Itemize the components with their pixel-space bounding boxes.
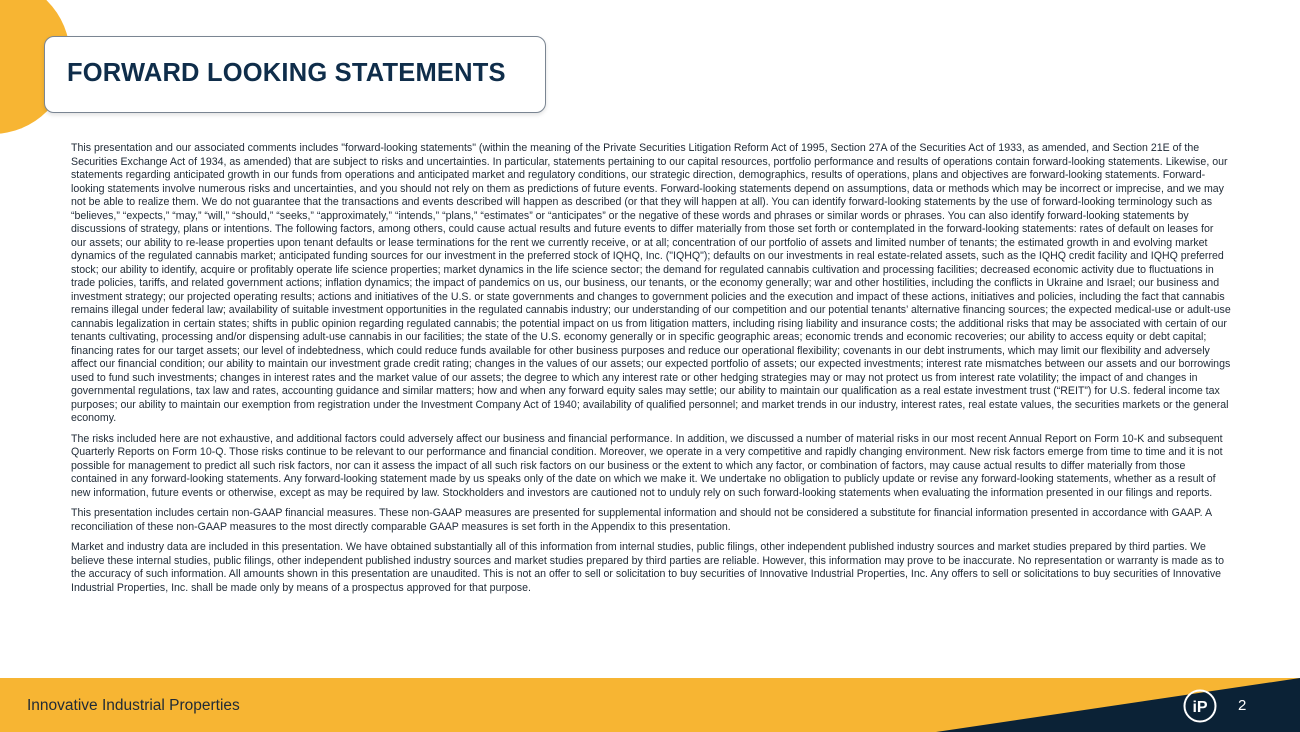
- title-box: [44, 36, 546, 113]
- paragraph-risks: The risks included here are not exhaustive, and additional factors could adversely affect our business and financial performance. In addition, we discussed a number of material risks in our most recent Annual Report on Form 10-K and subsequent Quarterly Reports on Form 10-Q. Those risks continue to be relevant to our performance and financial condition. Moreover, we operate in a very competitive and rapidly changing environment. New risk factors emerge from time to time and it is not possible for management to predict all such risk factors, nor can it assess the impact of all such risk factors on our business or the extent to which any factor, or combination of factors, may cause actual results to differ materially from those contained in any forward-looking statements. Any forward-looking statement made by us speaks only of the date on which we make it. We undertake no obligation to publicly update or revise any forward-looking statements, whether as a result of new information, future events or otherwise, except as may be required by law. Stockholders and investors are cautioned not to unduly rely on such forward-looking statements when evaluating the information presented in our filings and reports.: [71, 432, 1223, 499]
- disclaimer-text: [71, 142, 1231, 602]
- footer-company-name: Innovative Industrial Properties: [27, 697, 240, 714]
- paragraph-market-data: Market and industry data are included in this presentation. We have obtained substantially all of this information from internal studies, public filings, other independent published industry sources and market studies prepared by third parties. We believe these internal studies, public filings, other independent published industry sources and market studies prepared by third parties are reliable. However, this information may prove to be inaccurate. No representation or warranty is made as to the accuracy of such information. All amounts shown in this presentation are unaudited. This is not an offer to sell or solicitation to buy securities of Innovative Industrial Properties, Inc. Any offers to sell or solicitations to buy securities of Innovative Industrial Properties, Inc. shall be made only by means of a prospectus approved for that purpose.: [71, 541, 1224, 594]
- page-number: 2: [1238, 697, 1247, 714]
- page-title: FORWARD LOOKING STATEMENTS: [67, 59, 506, 87]
- logo-text: iP: [1192, 699, 1208, 716]
- paragraph-forward-looking: This presentation and our associated comments includes "forward-looking statements" (within the meaning of the Private Securities Litigation Reform Act of 1995, Section 27A of the Securities Act of 1933, as amended, and Section 21E of the Securities Exchange Act of 1934, as amended) that are subject to risks and uncertainties. In particular, statements pertaining to our capital resources, portfolio performance and results of operations contain forward-looking statements. Likewise, our statements regarding anticipated growth in our funds from operations and anticipated market and regulatory conditions, our strategic direction, demographics, results of operations, plans and objectives are forward-looking statements. Forward-looking statements involve numerous risks and uncertainties, and you should not rely on them as predictions of future events. Forward-looking statements depend on assumptions, data or methods which may be incorrect or imprecise, and we may not be able to realize them. We do not guarantee that the transactions and events described will happen as described (or that they will happen at all). You can identify forward-looking statements by the use of forward-looking terminology such as “believes,” “expects,” “may,” “will,” “should,” “seeks,” “approximately,” “intends,” “plans,” “estimates” or “anticipates” or the negative of these words and phrases or similar words or phrases. You can also identify forward-looking statements by discussions of strategy, plans or intentions. The following factors, among others, could cause actual results and future events to differ materially from those set forth or contemplated in the forward-looking statements: rates of default on leases for our assets; our ability to re-lease properties upon tenant defaults or lease terminations for the rent we currently receive, or at all; concentration of our portfolio of assets and limited number of tenants; the estimated growth in and evolving market dynamics of the regulated cannabis market; anticipated funding sources for our investment in the preferred stock of IQHQ, Inc. ("IQHQ"); defaults on our investments in real estate-related assets, such as the IQHQ credit facility and IQHQ preferred stock; our ability to identify, acquire or profitably operate life science properties; market dynamics in the life science sector; the demand for regulated cannabis cultivation and processing facilities; decreased economic activity due to fluctuations in trade policies, tariffs, and related government actions; inflation dynamics; the impact of pandemics on us, our business, our tenants, or the economy generally; war and other hostilities, including the conflicts in Ukraine and Israel; our business and investment strategy; our projected operating results; actions and initiatives of the U.S. or state governments and changes to government policies and the execution and impact of these actions, initiatives and policies, including the fact that cannabis remains illegal under federal law; availability of suitable investment opportunities in the regulated cannabis industry; our understanding of our competition and our potential tenants’ alternative financing sources; the expected medical-use or adult-use cannabis legalization in certain states; shifts in public opinion regarding regulated cannabis; the potential impact on us from litigation matters, including rising liability and insurance costs; the additional risks that may be associated with certain of our tenants cultivating, processing and/or dispensing adult-use cannabis in our facilities; the state of the U.S. economy generally or in specific geographic areas; economic trends and economic recoveries; our ability to access equity or debt capital; financing rates for our target assets; our level of indebtedness, which could reduce funds available for other business purposes and reduce our operational flexibility; covenants in our debt instruments, which may limit our flexibility and adversely affect our financial condition; our ability to maintain our investment grade credit rating; changes in the values of our assets; our expected portfolio of assets; our expected investments; interest rate mismatches between our assets and our borrowings used to fund such investments; changes in interest rates and the market value of our assets; the degree to which any interest rate or other hedging strategies may or may not protect us from interest rate volatility; the impact of and changes in governmental regulations, tax law and rates, accounting guidance and similar matters; how and when any forward equity sales may settle; our ability to maintain our qualification as a real estate investment trust (“REIT”) for U.S. federal income tax purposes; our ability to maintain our exemption from registration under the Investment Company Act of 1940; availability of qualified personnel; and market trends in our industry, interest rates, real estate values, the securities markets or the general economy.: [71, 142, 1231, 424]
- iip-logo-icon: [1183, 689, 1217, 723]
- paragraph-non-gaap: This presentation includes certain non-GAAP financial measures. These non-GAAP measures are presented for supplemental information and should not be considered a substitute for financial information presented in accordance with GAAP. A reconciliation of these non-GAAP measures to the most directly comparable GAAP measures is set forth in the Appendix to this presentation.: [71, 507, 1212, 533]
